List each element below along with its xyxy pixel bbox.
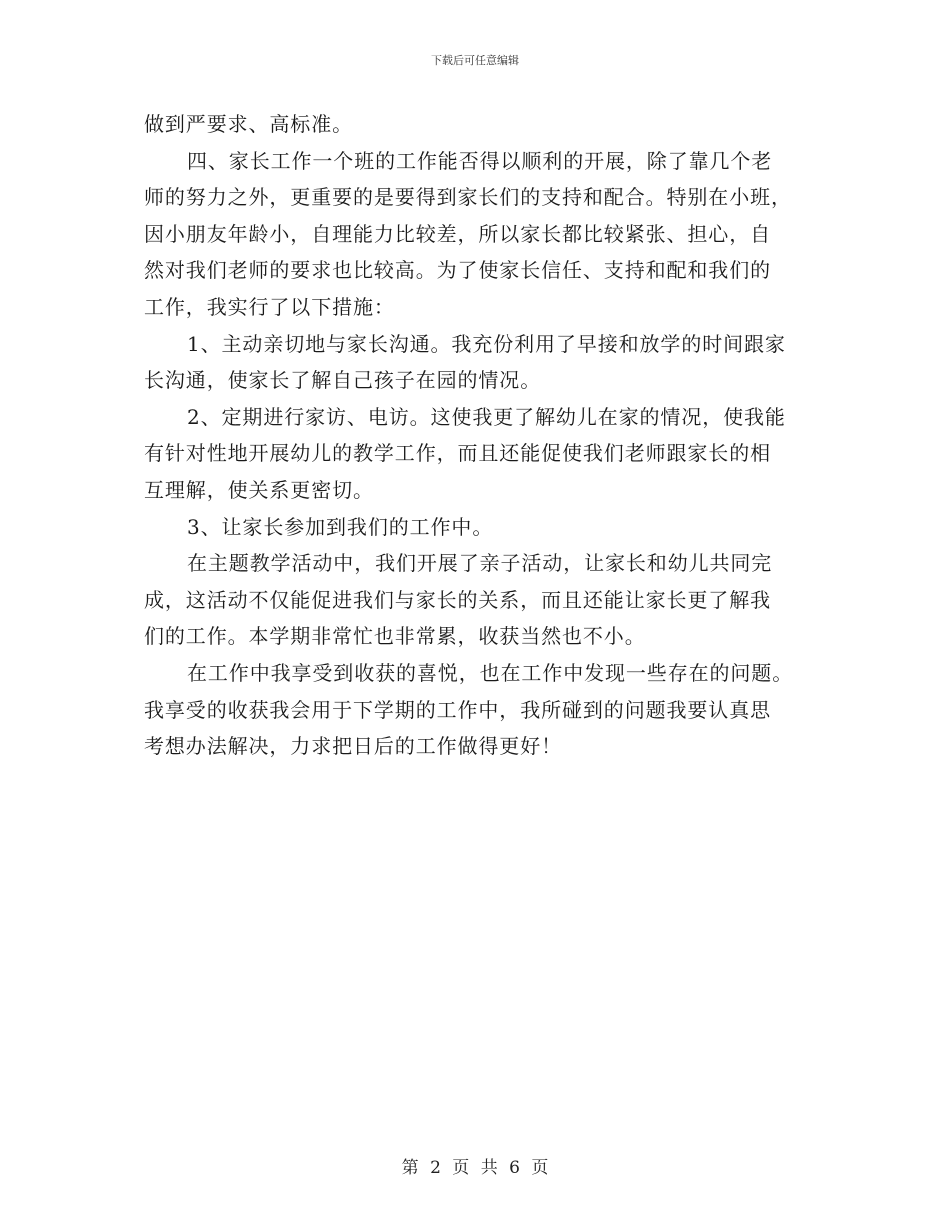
body-line-18: 考想办法解决，力求把日后的工作做得更好！ xyxy=(144,734,562,759)
body-line-11: 互理解，使关系更密切。 xyxy=(144,477,374,502)
body-line-12: 3、让家长参加到我们的工作中。 xyxy=(187,514,494,539)
body-line-9: 2、定期进行家访、电访。这使我更了解幼儿在家的情况，使我能 xyxy=(187,404,786,429)
body-line-3: 师的努力之外，更重要的是要得到家长们的支持和配合。特别在小班， xyxy=(144,185,792,210)
body-line-14: 成，这活动不仅能促进我们与家长的关系，而且还能让家长更了解我 xyxy=(144,587,771,612)
document-body xyxy=(144,106,808,765)
body-line-6: 工作，我实行了以下措施： xyxy=(144,294,395,319)
body-line-15: 们的工作。本学期非常忙也非常累，收获当然也不小。 xyxy=(144,624,646,649)
page-header-note: 下载后可任意编辑 xyxy=(431,54,519,67)
body-line-4: 因小朋友年龄小，自理能力比较差，所以家长都比较紧张、担心，自 xyxy=(144,221,771,246)
body-line-5: 然对我们老师的要求也比较高。为了使家长信任、支持和配和我们的 xyxy=(144,258,771,283)
body-line-16: 在工作中我享受到收获的喜悦，也在工作中发现一些存在的问题。 xyxy=(187,660,794,685)
page-number-footer: 第 2 页 共 6 页 xyxy=(401,1158,549,1178)
body-line-1: 做到严要求、高标准。 xyxy=(144,112,353,136)
body-line-2: 四、家长工作一个班的工作能否得以顺利的开展，除了靠几个老 xyxy=(187,148,773,173)
body-line-13: 在主题教学活动中，我们开展了亲子活动，让家长和幼儿共同完 xyxy=(187,551,773,576)
body-line-10: 有针对性地开展幼儿的教学工作，而且还能促使我们老师跟家长的相 xyxy=(144,441,771,466)
body-line-17: 我享受的收获我会用于下学期的工作中，我所碰到的问题我要认真思 xyxy=(144,697,771,722)
body-line-7: 1、主动亲切地与家长沟通。我充份利用了早接和放学的时间跟家 xyxy=(187,331,786,356)
body-line-8: 长沟通，使家长了解自己孩子在园的情况。 xyxy=(144,368,542,393)
